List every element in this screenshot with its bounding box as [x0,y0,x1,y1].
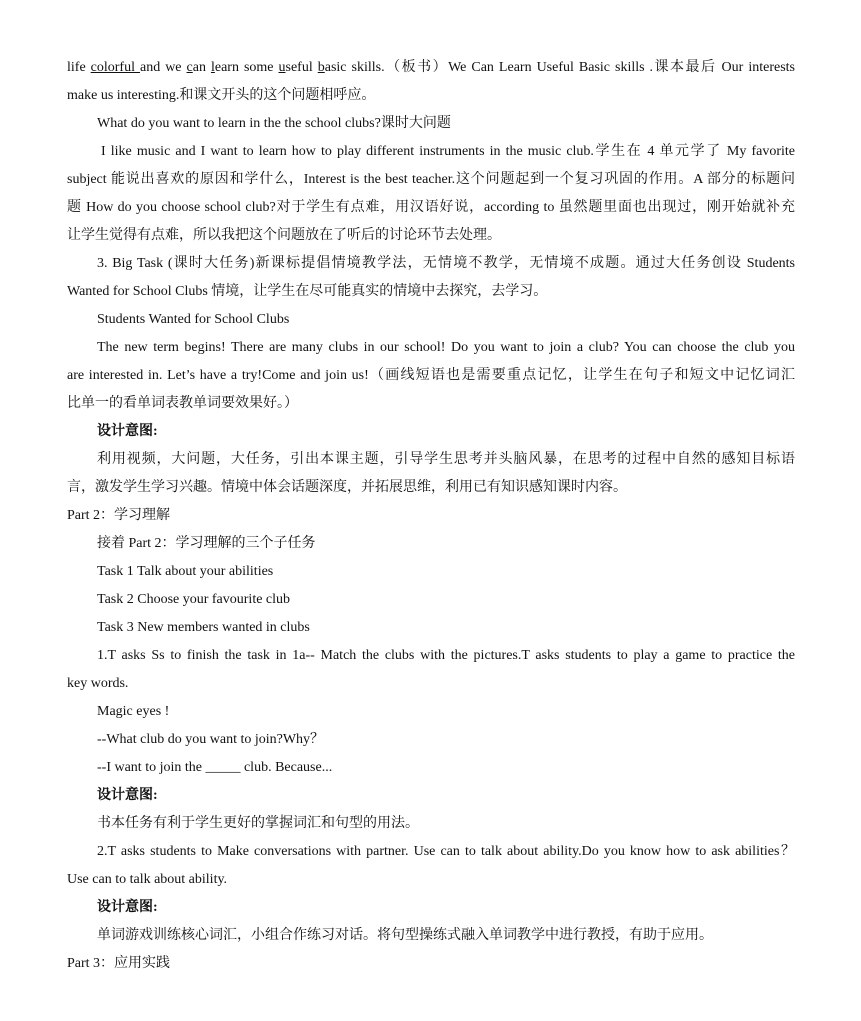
task-item: Task 3 New members wanted in clubs [97,620,310,635]
underlined-letter: b [317,60,325,75]
text-run: asic skills.（板书）We Can Learn Useful Basic skills .课本最后 Our interests [324,60,795,75]
text-run: life [67,60,91,75]
paragraph-line: 1.T asks Ss to finish the task in 1a-- Match the clubs with the pictures.T asks students to play a game to practice the [97,648,795,663]
dialogue-line: --I want to join the _____ club. Because... [97,760,333,775]
text-run: and we [139,60,187,75]
underlined-word: colorful [90,60,140,75]
paragraph-line: 比单一的看单词表教单词要效果好。） [67,396,298,411]
underlined-letter: l [210,60,215,75]
paragraph-line: The new term begins! There are many clubs in our school! Do you want to join a club? You can choose the club you [97,340,795,355]
task-item: Task 2 Choose your favourite club [97,592,291,607]
underlined-letter: u [278,60,286,75]
section-heading: Part 2：学习理解 [67,508,171,523]
design-intent-heading: 设计意图: [97,900,158,915]
paragraph-line: are interested in. Let’s have a try!Come and join us!（画线短语也是需要重点记忆，让学生在句子和短文中记忆词汇 [67,368,795,383]
paragraph-line: 题 How do you choose school club?对于学生有点难，用汉语好说，according to 虽然题里面也出现过，刚开始就补充 [67,200,795,215]
paragraph-line: 书本任务有利于学生更好的掌握词汇和句型的用法。 [97,816,419,831]
paragraph-line: 2.T asks students to Make conversations with partner. Use can to talk about ability.Do you know how to ask abilities？ [97,844,795,859]
text-run: earn some [214,60,279,75]
big-question-line: What do you want to learn in the the school clubs?课时大问题 [97,116,451,131]
paragraph-line: 3. Big Task (课时大任务)新课标提倡情境教学法，无情境不教学，无情境不成题。通过大任务创设 Students [97,256,795,271]
paragraph-line: make us interesting.和课文开头的这个问题相呼应。 [67,88,376,103]
paragraph-line: 让学生觉得有点难，所以我把这个问题放在了听后的讨论环节去处理。 [67,228,501,243]
text-run: seful [285,60,318,75]
paragraph-line: 接着 Part 2：学习理解的三个子任务 [97,536,316,551]
text-run: an [192,60,211,75]
dialogue-line: --What club do you want to join?Why？ [97,732,325,747]
underlined-letter: c [186,60,193,75]
paragraph-line: key words. [67,676,129,691]
paragraph-line: Wanted for School Clubs 情境，让学生在尽可能真实的情境中去探究，去学习。 [67,284,548,299]
paragraph-line: Use can to talk about ability. [67,872,228,887]
section-heading: Part 3：应用实践 [67,956,171,971]
paragraph-line: 单词游戏训练核心词汇，小组合作练习对话。将句型操练式融入单词教学中进行教授，有助于应用。 [97,928,713,943]
paragraph-line: 利用视频，大问题，大任务，引出本课主题，引导学生思考并头脑风暴，在思考的过程中自然的感知目标语 [97,452,795,467]
paragraph-line: 言，激发学生学习兴趣。情境中体会话题深度，并拓展思维，利用已有知识感知课时内容。 [67,480,627,495]
design-intent-heading: 设计意图: [97,424,158,439]
design-intent-heading: 设计意图: [97,788,158,803]
paragraph-line: I like music and I want to learn how to play different instruments in the music club.学生在 4 单元学了 My favorite [101,144,795,159]
paragraph-line [67,58,795,78]
task-title-line: Students Wanted for School Clubs [97,312,290,327]
paragraph-line: Magic eyes ! [97,704,170,719]
task-item: Task 1 Talk about your abilities [97,564,274,579]
paragraph-line: subject 能说出喜欢的原因和学什么，Interest is the best teacher.这个问题起到一个复习巩固的作用。A 部分的标题问 [67,172,795,187]
